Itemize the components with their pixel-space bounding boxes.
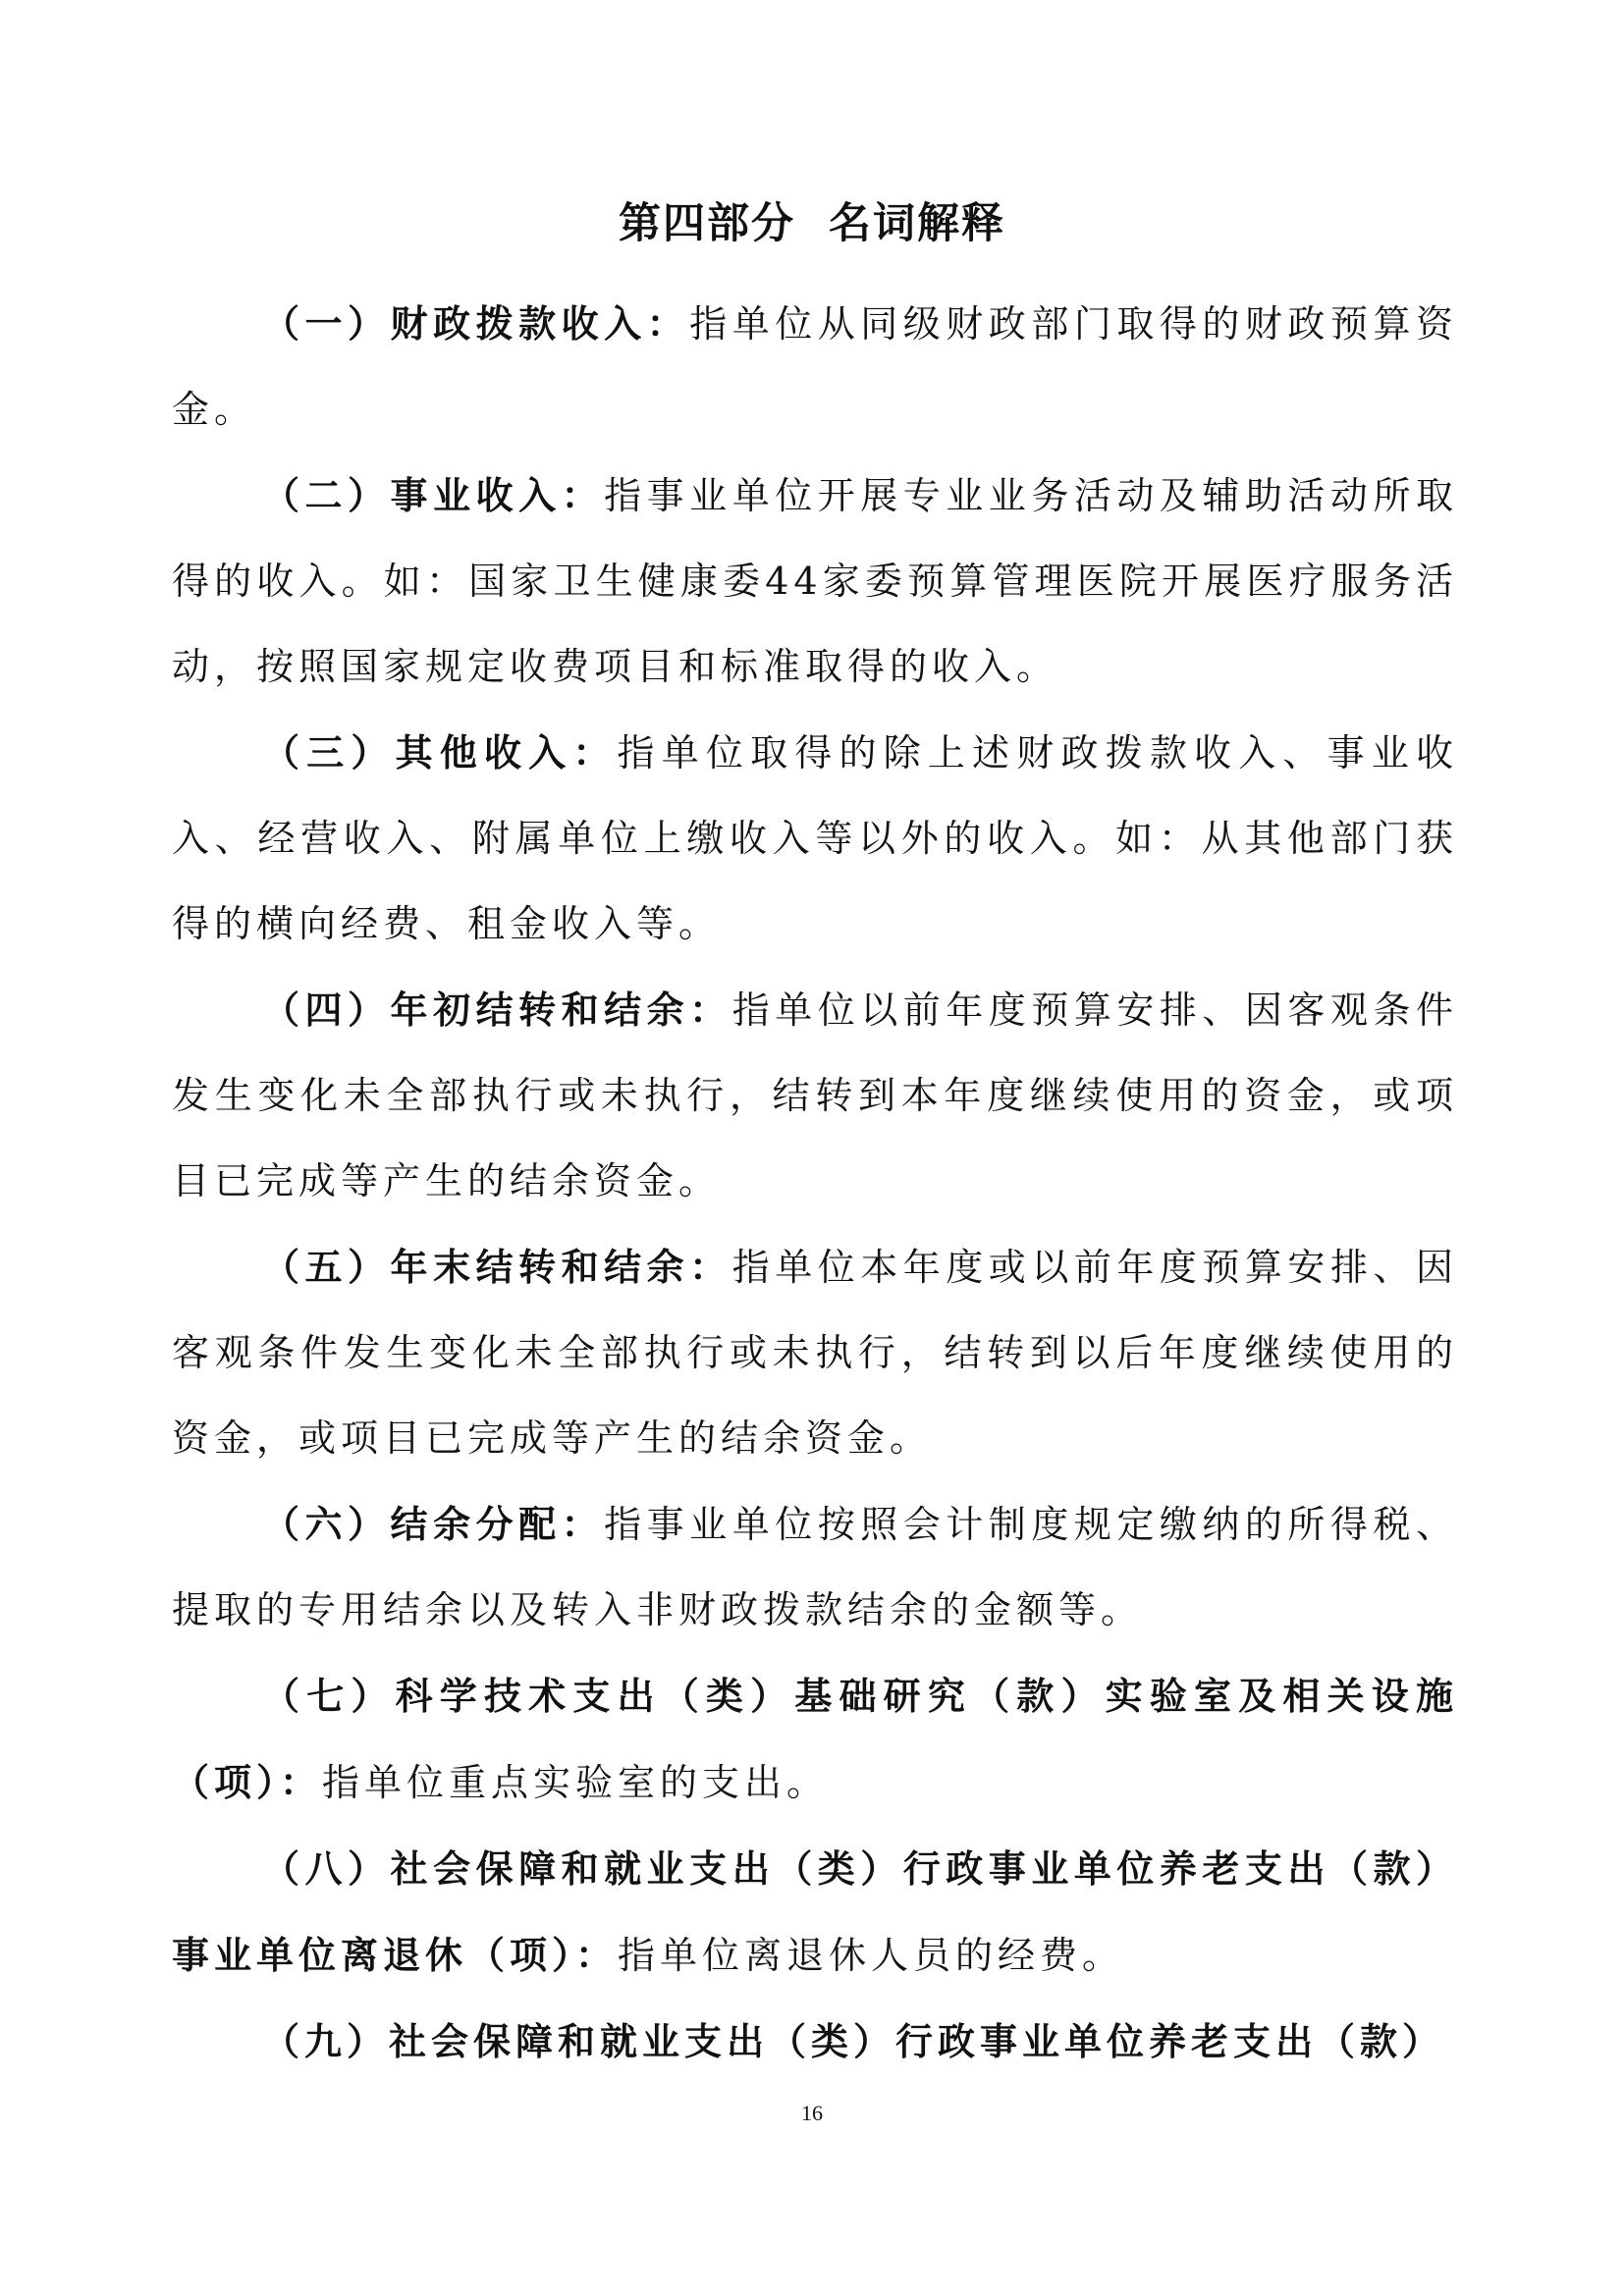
- definition-text: 指单位重点实验室的支出。: [322, 1761, 830, 1804]
- definition-term: （一）财政拨款收入：: [262, 301, 690, 346]
- definition-term: （五）年末结转和结余：: [262, 1245, 732, 1289]
- definition-term: （六）结余分配：: [262, 1502, 605, 1546]
- definition-paragraph: [172, 1481, 1458, 1653]
- definition-paragraph: [172, 281, 1458, 453]
- definition-text: 指事业单位按照会计制度规定缴纳的所得税、提取的专用结余以及转入非财政拨款结余的金额等。: [172, 1503, 1458, 1631]
- definition-term: （四）年初结转和结余：: [262, 988, 732, 1032]
- page-number: 16: [801, 2101, 823, 2125]
- definition-paragraph: [172, 1653, 1458, 1826]
- page-title: 第四部分 名词解释: [619, 199, 1005, 248]
- definition-text: 指单位以前年度预算安排、因客观条件发生变化未全部执行或未执行，结转到本年度继续使用的资金，或项目已完成等产生的结余资金。: [172, 988, 1458, 1202]
- definition-text: 指事业单位开展专业业务活动及辅助活动所取得的收入。如：国家卫生健康委44家委预算管理医院开展医疗服务活动，按照国家规定收费项目和标准取得的收入。: [172, 474, 1458, 688]
- definition-text: 指单位从同级财政部门取得的财政预算资金。: [172, 302, 1458, 431]
- definition-text: 指单位取得的除上述财政拨款收入、事业收入、经营收入、附属单位上缴收入等以外的收入。如：从其他部门获得的横向经费、租金收入等。: [172, 731, 1458, 945]
- definition-text: 指单位离退休人员的经费。: [618, 1934, 1125, 1977]
- definition-text: 指单位本年度或以前年度预算安排、因客观条件发生变化未全部执行或未执行，结转到以后年度继续使用的资金，或项目已完成等产生的结余资金。: [172, 1246, 1458, 1460]
- definitions-body: [172, 281, 1458, 2085]
- definition-paragraph: [172, 1224, 1458, 1481]
- definition-paragraph: [172, 1826, 1458, 1999]
- definition-term: （九）社会保障和就业支出（类）行政事业单位养老支出（款）: [262, 2019, 1445, 2063]
- definition-term: （八）社会保障和就业支出（类）行政事业单位养老支出（款）事业单位离退休（项）：: [172, 1846, 1458, 1977]
- definition-paragraph: [172, 1999, 1458, 2085]
- definition-term: （二）事业收入：: [262, 473, 605, 517]
- definition-term: （七）科学技术支出（类）基础研究（款）实验室及相关设施（项）：: [172, 1674, 1458, 1804]
- definition-paragraph: [172, 967, 1458, 1224]
- definition-paragraph: [172, 453, 1458, 710]
- definition-paragraph: [172, 710, 1458, 967]
- definition-term: （三）其他收入：: [262, 730, 618, 774]
